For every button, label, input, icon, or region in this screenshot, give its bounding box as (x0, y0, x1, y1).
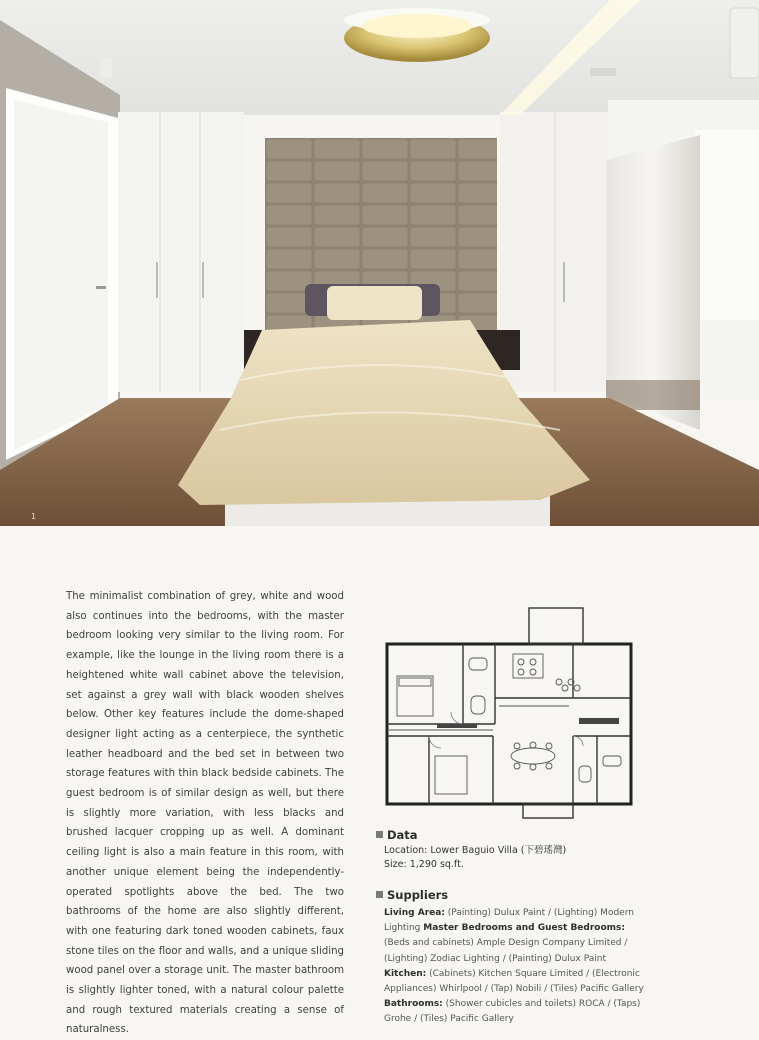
supplier-label-kitchen: Kitchen: (384, 968, 427, 979)
bullet-square-icon (376, 891, 383, 898)
data-heading-text: Data (387, 828, 418, 842)
article-paragraph: The minimalist combination of grey, white and wood also continues into the bedrooms, with the master bedroom looking very similar to the living room. For example, like the lounge in the living room there is a heightened white wall cabinet above the television, set against a grey wall with black wooden shelves below. Other key features include the dome-shaped designer light acting as a centerpiece, the synthetic leather headboard and the bed set in between two storage features with thin black bedside cabinets. The guest bedroom is of similar design as well, but there is slightly more variation, with less blacks and brushed lacquer cropping up as well. A dominant ceiling light is also a main feature in this room, with another unique element being the independently-operated spotlights above the bed. The two bathrooms of the home are also slightly different, with one featuring dark toned wooden cabinets, faux stone tiles on the floor and walls, and a unique sliding wood panel over a storage unit. The master bathroom is slightly lighter toned, with a natural colour palette and rough textured materials creating a sense of naturalness. (66, 591, 344, 1036)
supplier-label-living: Living Area: (384, 908, 445, 918)
data-size: Size: 1,290 sq.ft. (384, 859, 464, 870)
suppliers-list (384, 906, 646, 1028)
floor-plan (383, 606, 636, 820)
supplier-text-bathrooms: (Shower cubicles and toilets) ROCA / (Taps) Grohe / (Tiles) Pacific Gallery (384, 999, 641, 1025)
photo-caption-number: 1 (31, 512, 37, 521)
data-heading (376, 828, 418, 842)
bullet-square-icon (376, 831, 383, 838)
supplier-label-bedrooms: Master Bedrooms and Guest Bedrooms: (423, 923, 625, 934)
floor-plan-drawing (383, 606, 636, 820)
data-location: Location: Lower Baguio Villa (下碧瑤灣) (384, 845, 567, 856)
supplier-text-kitchen: (Cabinets) Kitchen Square Limited / (Electronic Appliances) Whirlpool / (Tap) Nobili / (Tiles) Pacific Gallery (384, 968, 644, 995)
suppliers-heading-text: Suppliers (387, 888, 449, 902)
data-details (384, 844, 566, 872)
suppliers-heading (376, 888, 448, 902)
supplier-text-bedrooms: (Beds and cabinets) Ample Design Company Limited / (Lighting) Zodiac Lighting / (Painting) Dulux Paint (384, 938, 628, 964)
supplier-text-living: (Painting) Dulux Paint / (Lighting) Modern Lighting (384, 908, 634, 934)
supplier-label-bathrooms: Bathrooms: (384, 999, 443, 1010)
